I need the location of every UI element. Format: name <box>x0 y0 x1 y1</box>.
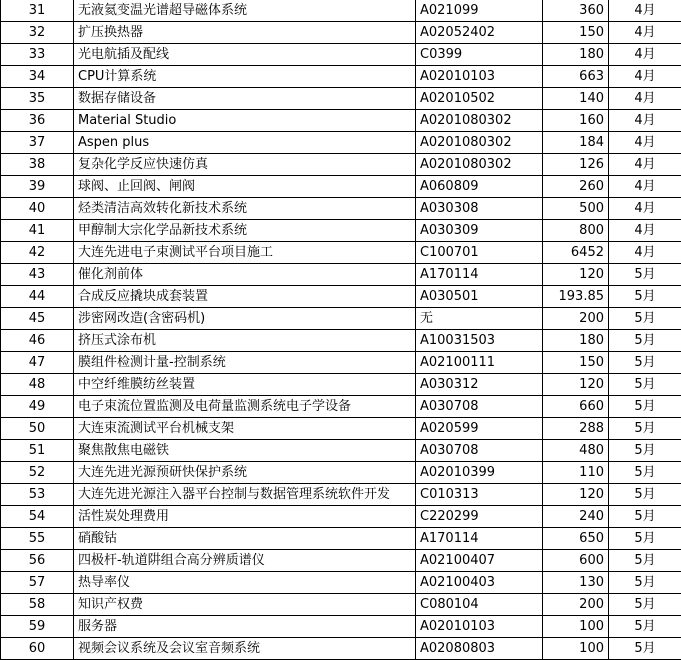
item-name-cell: 视频会议系统及会议室音频系统 <box>74 638 416 660</box>
item-name-cell: 挤压式涂布机 <box>74 330 416 352</box>
amount-cell: 120 <box>543 484 609 506</box>
row-number-cell: 35 <box>1 88 74 110</box>
item-name-cell: 烃类清洁高效转化新技术系统 <box>74 198 416 220</box>
item-name-cell: 光电航插及配线 <box>74 44 416 66</box>
table-row <box>1 308 681 330</box>
amount-cell: 100 <box>543 638 609 660</box>
amount-cell: 663 <box>543 66 609 88</box>
table-row <box>1 440 681 462</box>
category-code-cell: A0201080302 <box>416 132 543 154</box>
row-number-cell: 50 <box>1 418 74 440</box>
amount-cell: 240 <box>543 506 609 528</box>
table-row <box>1 0 681 22</box>
table-row <box>1 44 681 66</box>
amount-cell: 800 <box>543 220 609 242</box>
category-code-cell: A020599 <box>416 418 543 440</box>
category-code-cell: A02100407 <box>416 550 543 572</box>
amount-cell: 126 <box>543 154 609 176</box>
category-code-cell: A02100111 <box>416 352 543 374</box>
category-code-cell: C220299 <box>416 506 543 528</box>
item-name-cell: 电子束流位置监测及电荷量监测系统电子学设备 <box>74 396 416 418</box>
row-number-cell: 33 <box>1 44 74 66</box>
category-code-cell: A02080803 <box>416 638 543 660</box>
month-cell: 4月 <box>609 176 681 198</box>
month-cell: 5月 <box>609 352 681 374</box>
row-number-cell: 53 <box>1 484 74 506</box>
item-name-cell: 中空纤维膜纺丝装置 <box>74 374 416 396</box>
row-number-cell: 31 <box>1 0 74 22</box>
month-cell: 5月 <box>609 616 681 638</box>
amount-cell: 180 <box>543 44 609 66</box>
row-number-cell: 59 <box>1 616 74 638</box>
item-name-cell: 硝酸钴 <box>74 528 416 550</box>
item-name-cell: 活性炭处理费用 <box>74 506 416 528</box>
month-cell: 5月 <box>609 374 681 396</box>
row-number-cell: 52 <box>1 462 74 484</box>
row-number-cell: 55 <box>1 528 74 550</box>
item-name-cell: 大连束流测试平台机械支架 <box>74 418 416 440</box>
amount-cell: 193.85 <box>543 286 609 308</box>
amount-cell: 100 <box>543 616 609 638</box>
row-number-cell: 54 <box>1 506 74 528</box>
month-cell: 4月 <box>609 198 681 220</box>
table-row <box>1 374 681 396</box>
month-cell: 5月 <box>609 506 681 528</box>
category-code-cell: C010313 <box>416 484 543 506</box>
item-name-cell: 扩压换热器 <box>74 22 416 44</box>
table-row <box>1 550 681 572</box>
month-cell: 4月 <box>609 242 681 264</box>
row-number-cell: 36 <box>1 110 74 132</box>
month-cell: 4月 <box>609 132 681 154</box>
row-number-cell: 40 <box>1 198 74 220</box>
table-row <box>1 418 681 440</box>
row-number-cell: 49 <box>1 396 74 418</box>
table-row <box>1 396 681 418</box>
item-name-cell: 大连先进光源注入器平台控制与数据管理系统软件开发 <box>74 484 416 506</box>
item-name-cell: Aspen plus <box>74 132 416 154</box>
item-name-cell: 聚焦散焦电磁铁 <box>74 440 416 462</box>
row-number-cell: 42 <box>1 242 74 264</box>
table-row <box>1 506 681 528</box>
category-code-cell: A170114 <box>416 528 543 550</box>
month-cell: 5月 <box>609 440 681 462</box>
month-cell: 5月 <box>609 330 681 352</box>
item-name-cell: 知识产权费 <box>74 594 416 616</box>
row-number-cell: 39 <box>1 176 74 198</box>
item-name-cell: 热导率仪 <box>74 572 416 594</box>
amount-cell: 360 <box>543 0 609 22</box>
row-number-cell: 51 <box>1 440 74 462</box>
item-name-cell: 膜组件检测计量-控制系统 <box>74 352 416 374</box>
table-row <box>1 286 681 308</box>
amount-cell: 110 <box>543 462 609 484</box>
amount-cell: 6452 <box>543 242 609 264</box>
row-number-cell: 46 <box>1 330 74 352</box>
category-code-cell: C100701 <box>416 242 543 264</box>
table-row <box>1 66 681 88</box>
month-cell: 4月 <box>609 110 681 132</box>
amount-cell: 184 <box>543 132 609 154</box>
category-code-cell: A030309 <box>416 220 543 242</box>
amount-cell: 660 <box>543 396 609 418</box>
table-row <box>1 154 681 176</box>
month-cell: 5月 <box>609 484 681 506</box>
item-name-cell: 甲醇制大宗化学品新技术系统 <box>74 220 416 242</box>
row-number-cell: 32 <box>1 22 74 44</box>
month-cell: 4月 <box>609 22 681 44</box>
table-row <box>1 484 681 506</box>
row-number-cell: 48 <box>1 374 74 396</box>
table-row <box>1 638 681 660</box>
category-code-cell: A02010399 <box>416 462 543 484</box>
table-row <box>1 22 681 44</box>
table-row <box>1 352 681 374</box>
month-cell: 5月 <box>609 264 681 286</box>
table-body <box>1 0 681 660</box>
amount-cell: 600 <box>543 550 609 572</box>
row-number-cell: 43 <box>1 264 74 286</box>
item-name-cell: CPU计算系统 <box>74 66 416 88</box>
category-code-cell: 无 <box>416 308 543 330</box>
month-cell: 4月 <box>609 154 681 176</box>
month-cell: 4月 <box>609 66 681 88</box>
item-name-cell: 合成反应撬块成套装置 <box>74 286 416 308</box>
amount-cell: 288 <box>543 418 609 440</box>
month-cell: 5月 <box>609 638 681 660</box>
category-code-cell: A02010103 <box>416 66 543 88</box>
month-cell: 4月 <box>609 44 681 66</box>
amount-cell: 650 <box>543 528 609 550</box>
table-row <box>1 176 681 198</box>
category-code-cell: A030708 <box>416 440 543 462</box>
item-name-cell: 催化剂前体 <box>74 264 416 286</box>
table-row <box>1 132 681 154</box>
month-cell: 5月 <box>609 462 681 484</box>
category-code-cell: A10031503 <box>416 330 543 352</box>
month-cell: 5月 <box>609 528 681 550</box>
category-code-cell: A02052402 <box>416 22 543 44</box>
table-row <box>1 594 681 616</box>
month-cell: 5月 <box>609 418 681 440</box>
row-number-cell: 45 <box>1 308 74 330</box>
item-name-cell: 数据存储设备 <box>74 88 416 110</box>
row-number-cell: 38 <box>1 154 74 176</box>
table-row <box>1 220 681 242</box>
item-name-cell: 无液氦变温光谱超导磁体系统 <box>74 0 416 22</box>
amount-cell: 120 <box>543 374 609 396</box>
category-code-cell: A030312 <box>416 374 543 396</box>
item-name-cell: 服务器 <box>74 616 416 638</box>
month-cell: 5月 <box>609 572 681 594</box>
month-cell: 4月 <box>609 88 681 110</box>
amount-cell: 160 <box>543 110 609 132</box>
table-row <box>1 198 681 220</box>
category-code-cell: A030308 <box>416 198 543 220</box>
month-cell: 5月 <box>609 286 681 308</box>
row-number-cell: 58 <box>1 594 74 616</box>
item-name-cell: 大连先进电子束测试平台项目施工 <box>74 242 416 264</box>
category-code-cell: C080104 <box>416 594 543 616</box>
amount-cell: 200 <box>543 308 609 330</box>
table-row <box>1 110 681 132</box>
category-code-cell: A030708 <box>416 396 543 418</box>
amount-cell: 180 <box>543 330 609 352</box>
amount-cell: 130 <box>543 572 609 594</box>
amount-cell: 120 <box>543 264 609 286</box>
item-name-cell: Material Studio <box>74 110 416 132</box>
category-code-cell: A0201080302 <box>416 154 543 176</box>
item-name-cell: 大连先进光源预研快保护系统 <box>74 462 416 484</box>
month-cell: 4月 <box>609 220 681 242</box>
table-row <box>1 88 681 110</box>
category-code-cell: A0201080302 <box>416 110 543 132</box>
row-number-cell: 41 <box>1 220 74 242</box>
category-code-cell: A030501 <box>416 286 543 308</box>
amount-cell: 500 <box>543 198 609 220</box>
month-cell: 4月 <box>609 0 681 22</box>
item-name-cell: 涉密网改造(含密码机) <box>74 308 416 330</box>
month-cell: 5月 <box>609 594 681 616</box>
amount-cell: 480 <box>543 440 609 462</box>
category-code-cell: C0399 <box>416 44 543 66</box>
item-name-cell: 复杂化学反应快速仿真 <box>74 154 416 176</box>
category-code-cell: A02010502 <box>416 88 543 110</box>
amount-cell: 140 <box>543 88 609 110</box>
category-code-cell: A02100403 <box>416 572 543 594</box>
row-number-cell: 60 <box>1 638 74 660</box>
category-code-cell: A060809 <box>416 176 543 198</box>
table-row <box>1 330 681 352</box>
month-cell: 5月 <box>609 308 681 330</box>
table-row <box>1 616 681 638</box>
table-row <box>1 572 681 594</box>
category-code-cell: A02010103 <box>416 616 543 638</box>
row-number-cell: 37 <box>1 132 74 154</box>
row-number-cell: 56 <box>1 550 74 572</box>
category-code-cell: A021099 <box>416 0 543 22</box>
table-row <box>1 264 681 286</box>
row-number-cell: 44 <box>1 286 74 308</box>
category-code-cell: A170114 <box>416 264 543 286</box>
table-row <box>1 528 681 550</box>
table-row <box>1 242 681 264</box>
item-name-cell: 四极杆-轨道阱组合高分辨质谱仪 <box>74 550 416 572</box>
row-number-cell: 47 <box>1 352 74 374</box>
item-name-cell: 球阀、止回阀、闸阀 <box>74 176 416 198</box>
amount-cell: 200 <box>543 594 609 616</box>
month-cell: 5月 <box>609 550 681 572</box>
table-row <box>1 462 681 484</box>
month-cell: 5月 <box>609 396 681 418</box>
row-number-cell: 57 <box>1 572 74 594</box>
amount-cell: 150 <box>543 22 609 44</box>
amount-cell: 150 <box>543 352 609 374</box>
amount-cell: 260 <box>543 176 609 198</box>
row-number-cell: 34 <box>1 66 74 88</box>
